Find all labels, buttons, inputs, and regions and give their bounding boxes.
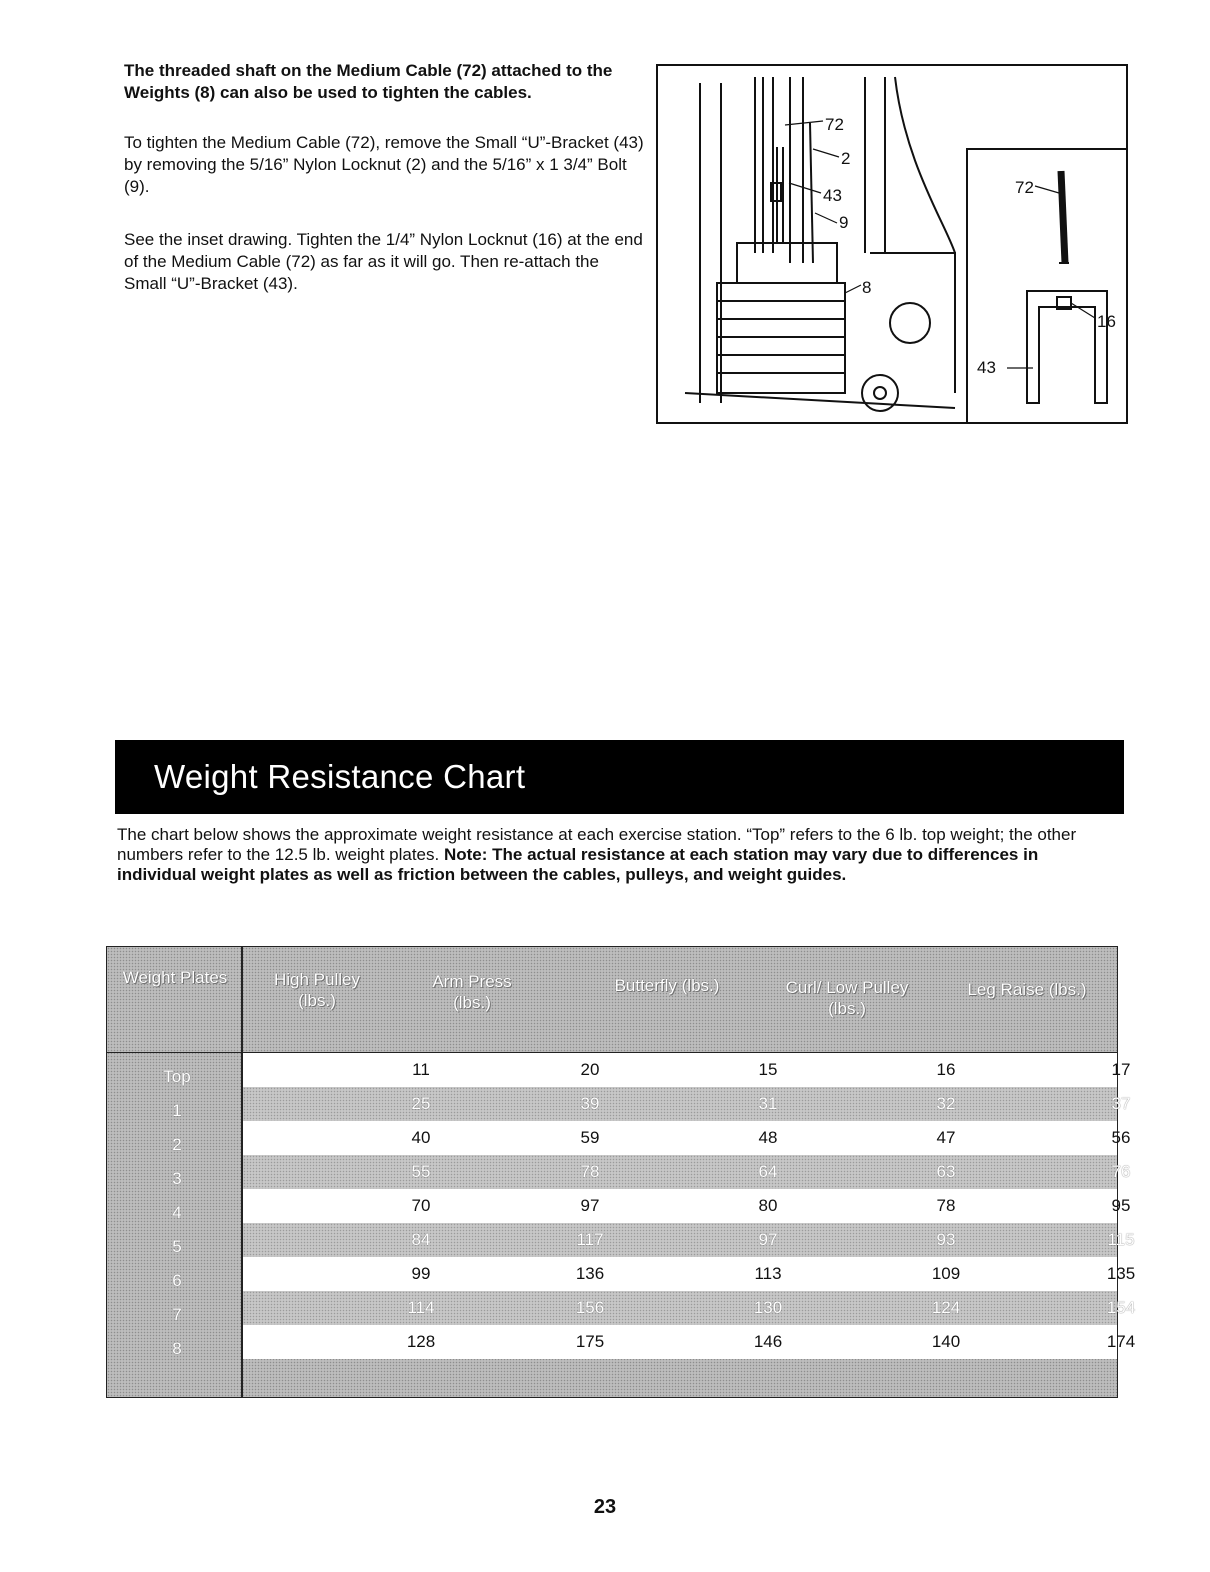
arm-press-value: 20 — [580, 1060, 600, 1079]
callout-9: 9 — [839, 213, 849, 232]
instruction-tighten-locknut: See the inset drawing. Tighten the 1/4” Nylon Locknut (16) at the end of the Medium Cable (72) as far as it will go. Then re-attach the Small “U”-Bracket (43). — [124, 230, 643, 293]
plate-label: 4 — [172, 1203, 182, 1222]
leg-raise-value: 95 — [1111, 1196, 1131, 1215]
butterfly-value: 64 — [758, 1162, 778, 1181]
high-pulley-value: 99 — [411, 1264, 431, 1283]
chart-intro — [117, 825, 1117, 885]
plate-label: 5 — [172, 1237, 182, 1256]
header-leg-raise: Leg Raise (lbs.) — [967, 980, 1087, 999]
inset-callout-72: 72 — [1015, 178, 1034, 197]
leg-raise-value: 154 — [1106, 1298, 1136, 1317]
high-pulley-value: 114 — [407, 1298, 435, 1317]
high-pulley-value: 11 — [412, 1060, 430, 1079]
chart-title: Weight Resistance Chart — [154, 758, 526, 795]
plate-label: Top — [163, 1067, 191, 1086]
curl-value: 32 — [936, 1094, 956, 1113]
curl-value: 16 — [936, 1060, 956, 1079]
inset-callout-43: 43 — [977, 358, 996, 377]
callout-43: 43 — [823, 186, 842, 205]
leg-raise-value: 174 — [1106, 1332, 1136, 1351]
header-high-pulley: High Pulley (lbs.) — [274, 970, 360, 1010]
curl-value: 47 — [936, 1128, 956, 1147]
curl-value: 93 — [936, 1230, 956, 1249]
butterfly-value: 15 — [758, 1060, 778, 1079]
leg-raise-value: 17 — [1111, 1060, 1131, 1079]
butterfly-value: 48 — [758, 1128, 778, 1147]
callout-2: 2 — [841, 149, 851, 168]
curl-value: 109 — [931, 1264, 961, 1283]
high-pulley-value: 128 — [406, 1332, 436, 1351]
callout-72: 72 — [825, 115, 844, 134]
table-row — [243, 1121, 1131, 1155]
high-pulley-value: 25 — [411, 1094, 431, 1113]
plate-label: 3 — [172, 1169, 182, 1188]
high-pulley-value: 40 — [411, 1128, 431, 1147]
table-row — [243, 1257, 1136, 1291]
butterfly-value: 80 — [758, 1196, 778, 1215]
instruction-cable-shaft: The threaded shaft on the Medium Cable (72) attached to the Weights (8) can also be used to tighten the cables. — [124, 61, 613, 102]
butterfly-value: 97 — [758, 1230, 778, 1249]
header-weight-plates: Weight Plates — [122, 968, 228, 987]
table-row — [243, 1325, 1136, 1359]
instruction-remove-bracket: To tighten the Medium Cable (72), remove the Small “U”-Bracket (43) by removing the 5/16” Nylon Locknut (2) and the 5/16” x 1 3/4” Bolt (9). — [124, 133, 644, 196]
chart-title-bar — [115, 740, 1124, 814]
header-butterfly: Butterfly (lbs.) — [614, 976, 720, 995]
leg-raise-value: 76 — [1111, 1162, 1131, 1181]
table-row — [243, 1223, 1135, 1257]
plate-label: 2 — [172, 1135, 182, 1154]
header-curl-low-pulley: Curl/ Low Pulley (lbs.) — [785, 978, 909, 1018]
table-row — [243, 1155, 1131, 1189]
header-arm-press: Arm Press (lbs.) — [432, 972, 512, 1012]
chart-note: Note: The actual resistance at each station may vary due to differences in individual weight plates as well as friction between the cables, pulleys, and weight guides. — [117, 845, 1039, 884]
arm-press-value: 59 — [580, 1128, 600, 1147]
table-body — [243, 1053, 1136, 1371]
arm-press-value: 156 — [575, 1298, 605, 1317]
butterfly-value: 113 — [754, 1264, 782, 1283]
plate-label: 1 — [172, 1101, 182, 1120]
leg-raise-value: 115 — [1107, 1230, 1135, 1249]
curl-value: 78 — [936, 1196, 956, 1215]
butterfly-value: 31 — [758, 1094, 778, 1113]
leg-raise-value: 135 — [1106, 1264, 1136, 1283]
callout-8: 8 — [862, 278, 872, 297]
arm-press-value: 175 — [575, 1332, 605, 1351]
table-row — [243, 1087, 1131, 1121]
table-row — [243, 1053, 1131, 1087]
leg-raise-value: 56 — [1111, 1128, 1131, 1147]
arm-press-value: 97 — [580, 1196, 600, 1215]
table-row — [243, 1189, 1131, 1223]
table-row — [243, 1291, 1136, 1325]
assembly-illustration — [655, 63, 1129, 425]
arm-press-value: 78 — [580, 1162, 600, 1181]
butterfly-value: 146 — [753, 1332, 783, 1351]
arm-press-value: 117 — [576, 1230, 604, 1249]
curl-value: 124 — [931, 1298, 961, 1317]
chart-intro-text: The chart below shows the approximate weight resistance at each exercise station. “Top” refers to the 6 lb. top weight; the other numbers refer to the 12.5 lb. weight plates. — [117, 825, 1077, 864]
high-pulley-value: 55 — [411, 1162, 431, 1181]
page-number: 23 — [593, 1496, 617, 1518]
plate-label: 7 — [172, 1305, 182, 1324]
butterfly-value: 130 — [753, 1298, 783, 1317]
plate-label: 8 — [172, 1339, 182, 1358]
arm-press-value: 136 — [575, 1264, 605, 1283]
curl-value: 140 — [931, 1332, 961, 1351]
arm-press-value: 39 — [580, 1094, 600, 1113]
high-pulley-value: 84 — [411, 1230, 431, 1249]
high-pulley-value: 70 — [411, 1196, 431, 1215]
table-header — [107, 947, 1117, 1053]
curl-value: 63 — [936, 1162, 956, 1181]
leg-raise-value: 37 — [1111, 1094, 1131, 1113]
plate-label: 6 — [172, 1271, 182, 1290]
weight-resistance-table — [106, 946, 1136, 1398]
inset-callout-16: 16 — [1097, 312, 1116, 331]
